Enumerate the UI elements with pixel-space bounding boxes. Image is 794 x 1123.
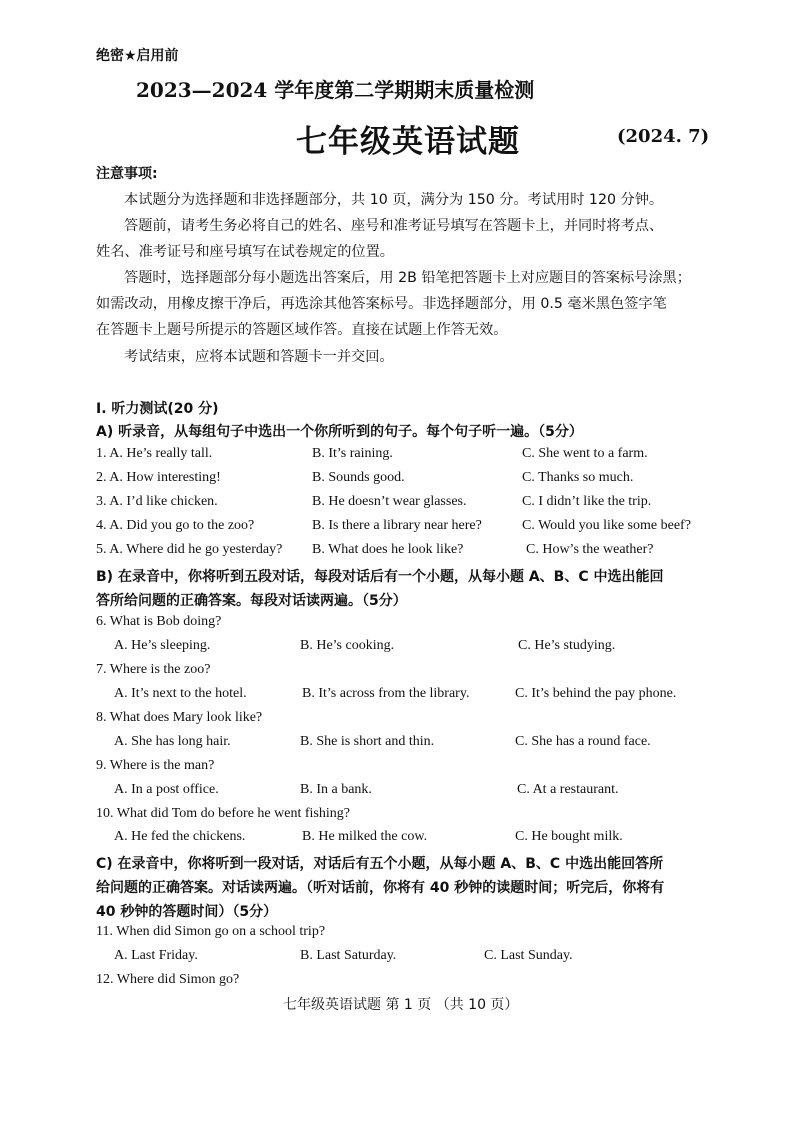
question-8-option-c: C. She has a round face.	[515, 734, 651, 749]
question-6-stem: 6. What is Bob doing?	[96, 614, 222, 629]
question-5-option-c: C. How’s the weather?	[526, 542, 654, 557]
question-3-option-b: B. He doesn’t wear glasses.	[312, 494, 467, 509]
question-1-option-b: B. It’s raining.	[312, 446, 393, 461]
exam-date: (2024. 7)	[617, 126, 710, 147]
notice-line: 姓名、准考证号和座号填写在试卷规定的位置。	[96, 244, 394, 260]
question-11-option-a: A. Last Friday.	[114, 948, 198, 963]
question-10-option-b: B. He milked the cow.	[302, 829, 428, 844]
question-1-option-a: 1. A. He’s really tall.	[96, 446, 213, 461]
question-6-option-c: C. He’s studying.	[518, 638, 616, 653]
question-9-option-b: B. In a bank.	[300, 782, 372, 797]
question-4-option-a: 4. A. Did you go to the zoo?	[96, 518, 255, 533]
notice-line: 本试题分为选择题和非选择题部分，共 10 页，满分为 150 分。考试用时 120 分钟。	[124, 192, 664, 208]
question-9-option-c: C. At a restaurant.	[517, 782, 619, 797]
question-9-stem: 9. Where is the man?	[96, 758, 215, 773]
question-7-option-a: A. It’s next to the hotel.	[114, 686, 247, 701]
question-10-option-a: A. He fed the chickens.	[114, 829, 246, 844]
question-8-option-b: B. She is short and thin.	[300, 734, 435, 749]
question-5-option-b: B. What does he look like?	[312, 542, 464, 557]
question-4-option-c: C. Would you like some beef?	[522, 518, 691, 533]
notice-heading: 注意事项:	[96, 166, 158, 182]
part-c-instruction: 给问题的正确答案。对话读两遍。（听对话前，你将有 40 秒钟的读题时间；听完后，你将有	[96, 880, 665, 896]
question-8-stem: 8. What does Mary look like?	[96, 710, 263, 725]
question-6-option-b: B. He’s cooking.	[300, 638, 395, 653]
part-b-instruction: 答所给问题的正确答案。每段对话读两遍。（5分）	[96, 593, 407, 609]
question-6-option-a: A. He’s sleeping.	[114, 638, 211, 653]
part-b-instruction: B) 在录音中，你将听到五段对话，每段对话后有一个小题，从每小题 A、B、C 中选出能回	[96, 569, 664, 585]
question-7-option-c: C. It’s behind the pay phone.	[515, 686, 677, 701]
question-1-option-c: C. She went to a farm.	[522, 446, 648, 461]
part-c-instruction: C) 在录音中，你将听到一段对话，对话后有五个小题，从每小题 A、B、C 中选出能回答所	[96, 856, 664, 872]
question-12-stem: 12. Where did Simon go?	[96, 972, 240, 987]
question-7-stem: 7. Where is the zoo?	[96, 662, 211, 677]
part-c-instruction: 40 秒钟的答题时间）（5分）	[96, 904, 278, 920]
section-title: I. 听力测试(20 分)	[96, 401, 219, 417]
notice-line: 答题前，请考生务必将自己的姓名、座号和准考证号填写在答题卡上，并同时将考点、	[124, 218, 664, 234]
question-2-option-b: B. Sounds good.	[312, 470, 405, 485]
question-11-option-b: B. Last Saturday.	[300, 948, 397, 963]
notice-line: 答题时，选择题部分每小题选出答案后，用 2B 铅笔把答题卡上对应题目的答案标号涂黑；	[124, 270, 691, 286]
question-2-option-a: 2. A. How interesting!	[96, 470, 221, 485]
question-3-option-c: C. I didn’t like the trip.	[522, 494, 652, 509]
exam-header-line: 2023—2024 学年度第二学期期末质量检测	[136, 78, 535, 102]
page-footer: 七年级英语试题 第 1 页 （共 10 页）	[283, 997, 519, 1013]
question-11-stem: 11. When did Simon go on a school trip?	[96, 924, 326, 939]
question-11-option-c: C. Last Sunday.	[484, 948, 573, 963]
question-9-option-a: A. In a post office.	[114, 782, 219, 797]
notice-line: 考试结束，应将本试题和答题卡一并交回。	[124, 349, 394, 365]
question-7-option-b: B. It’s across from the library.	[302, 686, 470, 701]
page-title: 七年级英语试题	[296, 124, 520, 160]
question-5-option-a: 5. A. Where did he go yesterday?	[96, 542, 283, 557]
question-8-option-a: A. She has long hair.	[114, 734, 231, 749]
part-a-instruction: A) 听录音，从每组句子中选出一个你所听到的句子。每个句子听一遍。（5分）	[96, 424, 583, 440]
notice-line: 如需改动，用橡皮擦干净后，再选涂其他答案标号。非选择题部分，用 0.5 毫米黑色签字笔	[96, 296, 667, 312]
question-4-option-b: B. Is there a library near here?	[312, 518, 482, 533]
question-3-option-a: 3. A. I’d like chicken.	[96, 494, 218, 509]
question-10-stem: 10. What did Tom do before he went fishing?	[96, 806, 350, 821]
question-2-option-c: C. Thanks so much.	[522, 470, 634, 485]
notice-line: 在答题卡上题号所提示的答题区域作答。直接在试题上作答无效。	[96, 322, 508, 338]
confidential-mark: 绝密★启用前	[96, 48, 179, 64]
question-10-option-c: C. He bought milk.	[515, 829, 623, 844]
